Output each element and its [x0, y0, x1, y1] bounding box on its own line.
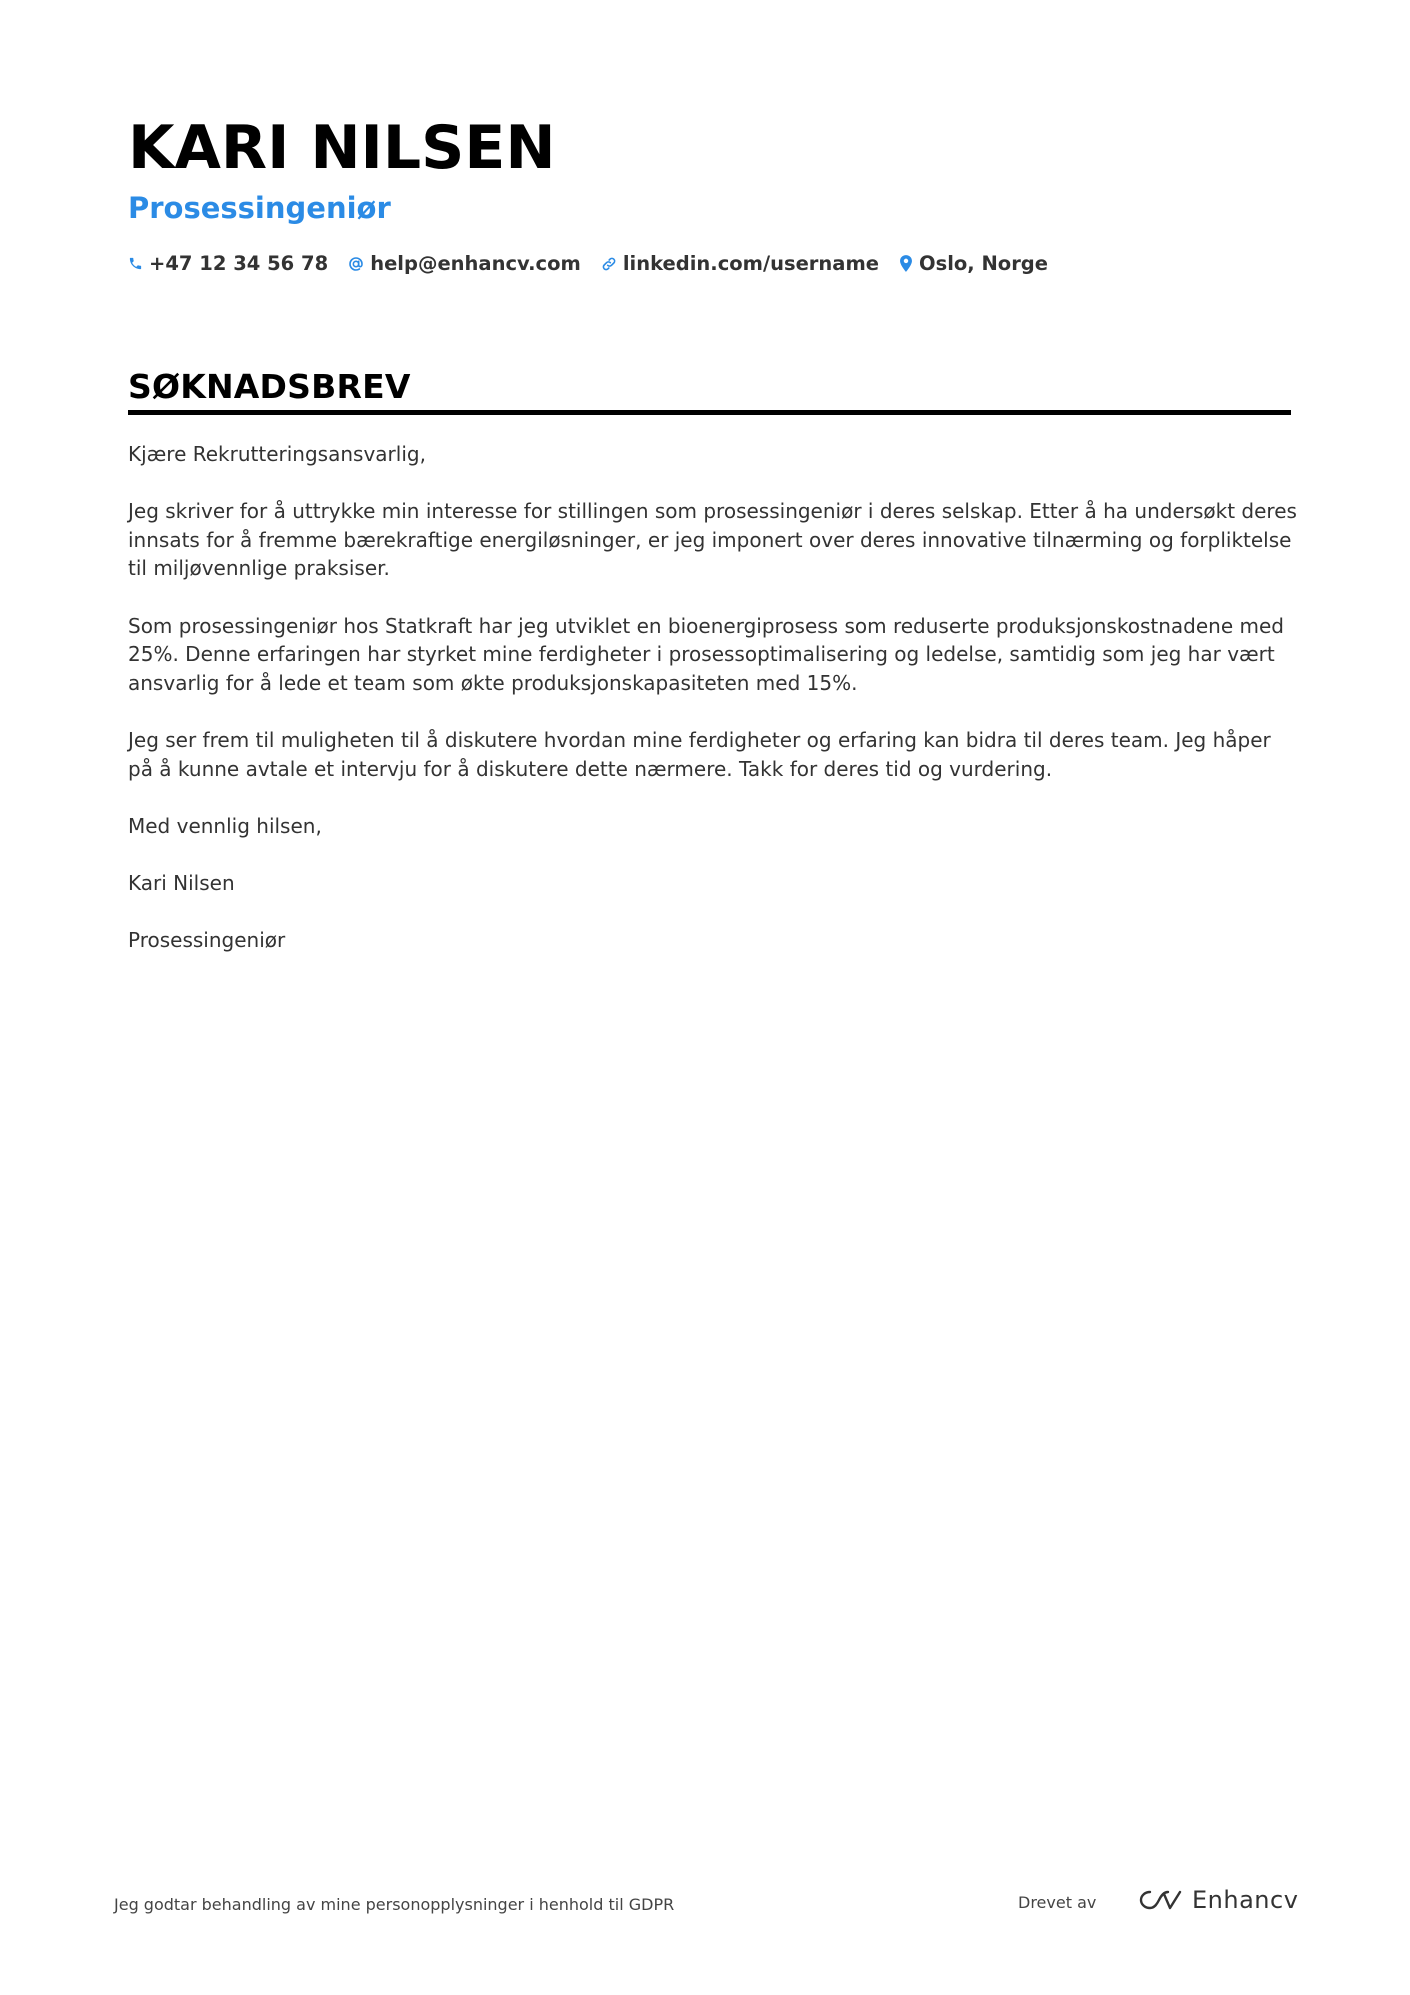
contact-bar [128, 252, 1068, 275]
letter-paragraph-3: Jeg ser frem til muligheten til å diskutere hvordan mine ferdigheter og erfaring kan bidra til deres team. Jeg håper på å kunne avtale et intervju for å diskutere dette nærmere. Takk for deres tid og vurdering. [128, 727, 1271, 781]
gdpr-consent-text: Jeg godtar behandling av mine personopplysninger i henhold til GDPR [114, 1895, 675, 1914]
section-divider [128, 410, 1291, 415]
enhancv-logo-icon [1138, 1888, 1184, 1912]
signature-name: Kari Nilsen [128, 870, 235, 895]
contact-linkedin-text: linkedin.com/username [622, 252, 880, 275]
contact-phone-text: +47 12 34 56 78 [149, 252, 329, 275]
letter-paragraph-1: Jeg skriver for å uttrykke min interesse for stillingen som prosessingeniør i deres selskap. Etter å ha undersøkt deres innsats for å fremme bærekraftige energiløsninger, er jeg imponert over deres innovative tilnærming og forpliktelse til miljøvennlige praksiser. [128, 499, 1297, 581]
contact-email-text: help@enhancv.com [370, 252, 581, 275]
section-title: SØKNADSBREV [128, 367, 411, 406]
location-pin-icon [899, 255, 913, 272]
letter-paragraph-2: Som prosessingeniør hos Statkraft har jeg utviklet en bioenergiprosess som reduserte produksjonskostnadene med 25%. Denne erfaringen har styrket mine ferdigheter i prosessoptimalisering og ledelse, samtidig som jeg har vært ansvarlig for å lede et team som økte produksjonskapasiteten med 15%. [128, 613, 1284, 695]
letter-body [128, 440, 1298, 983]
letter-closing: Med vennlig hilsen, [128, 813, 322, 838]
enhancv-logo[interactable] [1138, 1886, 1298, 1914]
contact-phone[interactable] [128, 252, 328, 275]
enhancv-logo-text: Enhancv [1192, 1886, 1299, 1914]
link-icon [601, 256, 617, 272]
phone-icon [128, 256, 143, 271]
signature-title: Prosessingeniør [128, 928, 286, 953]
contact-location-text: Oslo, Norge [919, 252, 1048, 275]
powered-by-label: Drevet av [1018, 1893, 1097, 1912]
contact-location [899, 252, 1048, 275]
contact-linkedin[interactable] [601, 252, 879, 275]
applicant-name: KARI NILSEN [128, 113, 556, 183]
at-icon [348, 256, 364, 272]
letter-greeting: Kjære Rekrutteringsansvarlig, [128, 442, 426, 466]
contact-email[interactable] [348, 252, 581, 275]
applicant-role: Prosessingeniør [128, 191, 391, 225]
